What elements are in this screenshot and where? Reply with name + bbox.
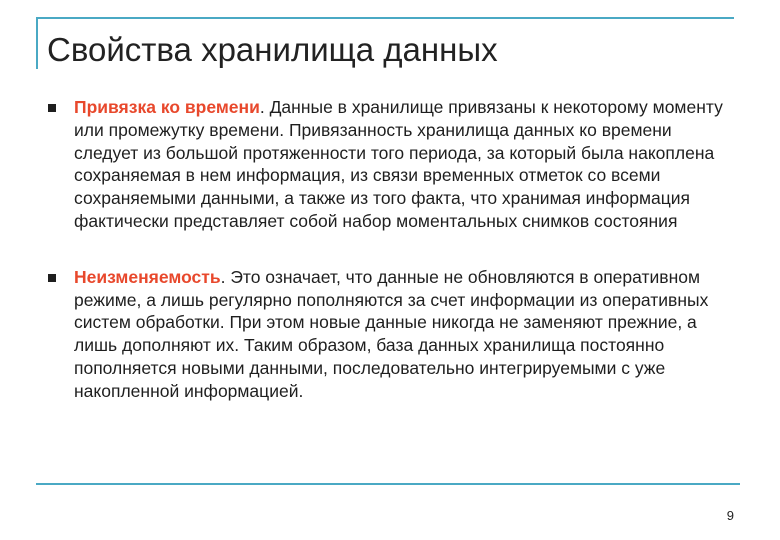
bullet-item-time-binding (48, 96, 738, 233)
slide-title: Свойства хранилища данных (47, 31, 498, 68)
bullet-term: Привязка ко времени (74, 97, 260, 117)
page-number: 9 (726, 508, 734, 523)
top-divider (36, 17, 734, 19)
left-divider (36, 17, 38, 69)
bullet-term: Неизменяемость (74, 266, 221, 287)
bullet-list (48, 96, 738, 403)
square-bullet-icon (48, 274, 56, 282)
bullet-text: . Это означает, что данные не обновляются в оперативном режиме, а лишь регулярно пополняются за счет информации из оперативных систем обработки. При этом новые данные никогда не заменяют прежние, а лишь дополняют их. Таким образом, база данных хранилища постоянно пополняется новыми данными, последовательно интегрируемыми с уже накопленной информацией. (74, 266, 709, 401)
bullet-text: . Данные в хранилище привязаны к некоторому моменту или промежутку времени. Привязанность хранилища данных ко времени следует из большой протяженности того периода, за который была накоплена сохраняемая в нем информация, из связи временных отметок со всеми сохраняемыми данными, а также из того факта, что хранимая информация фактически представляет собой набор моментальных снимков состояния (74, 97, 723, 231)
bottom-divider (36, 483, 740, 485)
bullet-item-immutability (48, 266, 738, 403)
square-bullet-icon (48, 104, 56, 112)
